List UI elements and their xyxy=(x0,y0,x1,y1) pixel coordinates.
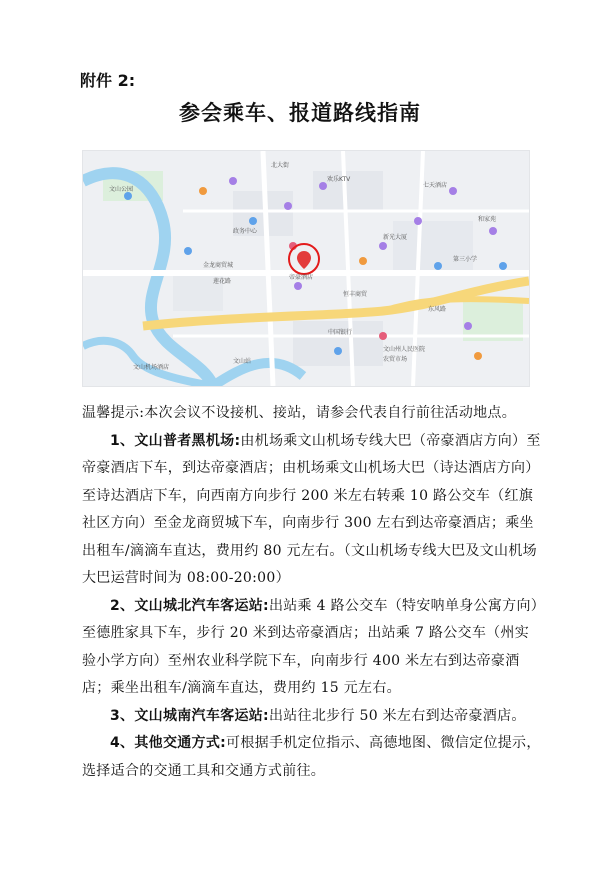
section-heading: 3、文山城南汽车客运站: xyxy=(110,707,269,724)
section-north-station xyxy=(82,593,542,703)
section-heading: 4、其他交通方式: xyxy=(110,735,227,751)
section-south-station xyxy=(82,703,542,731)
map-label: 文山站 xyxy=(233,358,252,365)
map-label: 欢乐KTV xyxy=(327,176,351,183)
route-map xyxy=(82,150,530,387)
map-canvas xyxy=(83,151,529,386)
map-label: 文山机场酒店 xyxy=(133,364,170,371)
map-label: 文山州人民医院 xyxy=(383,346,426,353)
map-label: 帝豪酒店 xyxy=(289,274,314,281)
map-label: 政务中心 xyxy=(233,228,258,235)
map-label: 莲花路 xyxy=(213,278,232,285)
section-body: 出站乘 4 路公交车（特安呐单身公寓方向）至德胜家具下车，步行 20 米到达帝豪酒店；出站乘 7 路公交车（州实验小学方向）至州农业科学院下车，向南步行 400 米左右到达帝豪酒店；乘坐出租车/滴滴车直达，费用约 15 元左右。 xyxy=(82,597,539,696)
map-label: 和家苑 xyxy=(478,216,497,223)
section-body: 可根据手机定位指示、高德地图、微信定位提示，选择适合的交通工具和交通方式前往。 xyxy=(82,735,541,779)
section-body: 由机场乘文山机场专线大巴（帝豪酒店方向）至帝豪酒店下车，到达帝豪酒店；由机场乘文山机场大巴（诗达酒店方向）至诗达酒店下车，向西南方向步行 200 米左右转乘 10 路公交车（红旗社区方向）至金龙商贸城下车，向南步行 300 左右到达帝豪酒店；乘坐出租车/滴滴车直达，费用约 80 元左右。（文山机场专线大巴及文山机场大巴运营时间为 08:00-20:00） xyxy=(82,432,541,586)
section-airport xyxy=(82,428,542,593)
section-other xyxy=(82,730,542,785)
notice-text: 本次会议不设接机、接站，请参会代表自行前往活动地点。 xyxy=(144,405,517,421)
map-label: 中国银行 xyxy=(328,329,353,336)
section-body: 出站往北步行 50 米左右到达帝豪酒店。 xyxy=(268,707,526,724)
map-label: 东风路 xyxy=(428,306,447,313)
section-heading: 1、文山普者黑机场: xyxy=(110,432,241,449)
map-label: 农贸市场 xyxy=(383,356,408,363)
notice-prefix: 温馨提示: xyxy=(82,405,145,421)
map-label: 北大街 xyxy=(271,162,290,169)
notice-paragraph xyxy=(82,400,542,428)
section-heading: 2、文山城北汽车客运站: xyxy=(110,597,269,614)
map-label: 恒丰商贸 xyxy=(343,291,368,298)
map-label: 第三小学 xyxy=(453,256,478,263)
page-title: 参会乘车、报道路线指南 xyxy=(179,101,421,125)
map-label: 金龙商贸城 xyxy=(203,262,234,269)
map-label: 七天酒店 xyxy=(423,182,448,189)
map-label: 新光大厦 xyxy=(383,234,408,241)
guide-text xyxy=(82,400,542,785)
map-label: 文山公园 xyxy=(109,186,134,193)
attachment-label: 附件 2: xyxy=(80,71,136,90)
